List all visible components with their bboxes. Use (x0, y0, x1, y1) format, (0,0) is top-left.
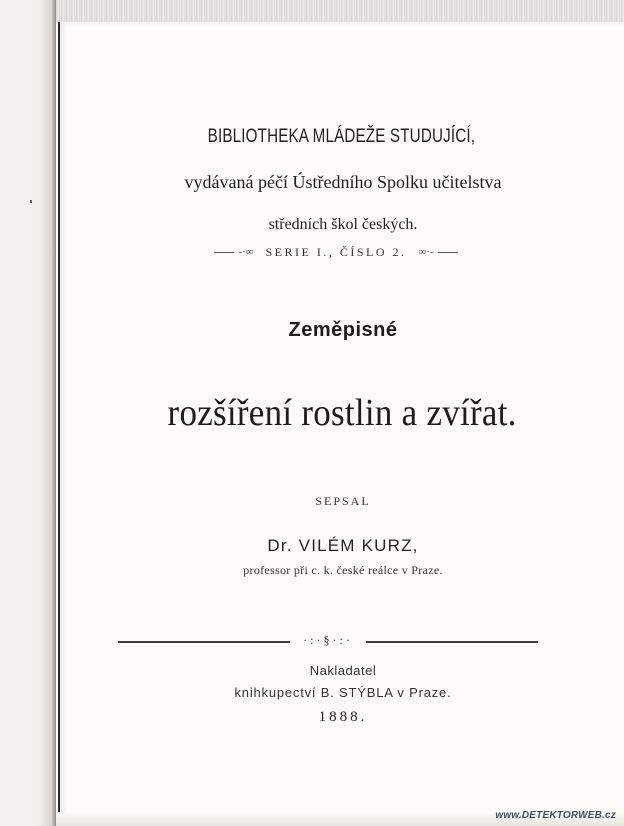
watermark: www.DETEKTORWEB.cz (495, 810, 616, 821)
title-page (58, 22, 624, 818)
written-by-label: SEPSAL (315, 494, 371, 508)
scan-top-edge (0, 0, 624, 22)
book-title-line2: rozšíření rostlin a zvířat. (167, 392, 517, 434)
divider-rule-left (118, 641, 290, 643)
series-schools-line: středních škol českých. (268, 216, 418, 233)
divider-rule-right (366, 641, 538, 643)
publisher-name: knihkupectví B. STÝBLA v Praze. (234, 685, 452, 700)
series-publisher-line: vydávaná péčí Ústředního Spolku učitelstva (184, 172, 502, 192)
publisher-label: Nakladatel (309, 663, 377, 678)
author-role: professor při c. k. české reálce v Praze. (243, 563, 443, 577)
series-number: SERIE I., ČÍSLO 2. (265, 244, 407, 259)
ornament-right-icon: ∞·- (418, 246, 434, 258)
book-title-line1: Zeměpisné (288, 319, 398, 341)
section-divider (118, 633, 538, 648)
page-speck (30, 200, 32, 203)
series-number-row (176, 242, 496, 262)
publication-year: 1888. (318, 709, 368, 725)
author-name: Dr. VILÉM KURZ, (267, 536, 419, 555)
left-page-edge (0, 0, 56, 826)
ornament-rule-left (214, 252, 234, 253)
divider-ornament-icon: ·:·§·:· (303, 633, 353, 647)
series-title: BIBLIOTHEKA MLÁDEŽE STUDUJÍCÍ, (207, 126, 476, 147)
ornament-rule-right (438, 252, 458, 253)
ornament-left-icon: -·∞ (238, 246, 254, 258)
